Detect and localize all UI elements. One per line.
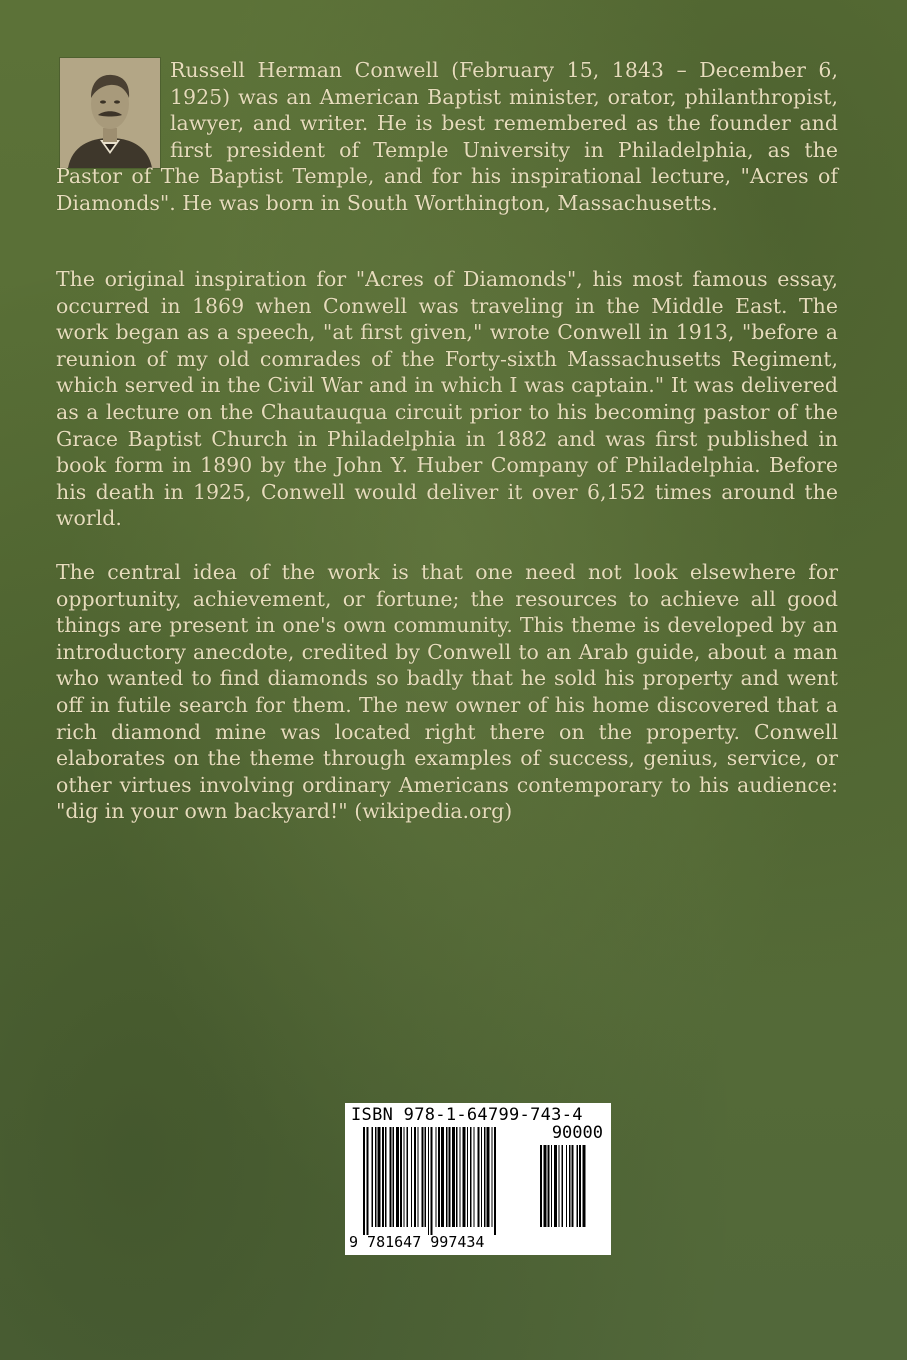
barcode-bar (492, 1127, 493, 1227)
barcode-bar (463, 1127, 466, 1227)
barcode-bar (484, 1127, 486, 1227)
barcode-bar (577, 1145, 579, 1227)
central-idea-paragraph (56, 559, 838, 825)
barcode-bar (478, 1127, 480, 1227)
barcode-bar (396, 1127, 399, 1227)
barcode-bar (425, 1127, 427, 1227)
barcode-bar (414, 1127, 416, 1227)
barcode-bar (441, 1127, 444, 1227)
barcode-bar (393, 1127, 395, 1227)
barcode-bar (418, 1127, 419, 1227)
barcode-bar (559, 1145, 560, 1227)
barcode-bar (569, 1145, 571, 1227)
barcode-bar (382, 1127, 384, 1227)
barcode-bar (404, 1127, 405, 1227)
barcode-bar (474, 1127, 475, 1227)
barcode-bar (436, 1127, 437, 1227)
barcode-bar (428, 1127, 429, 1235)
barcode-bar (544, 1145, 547, 1227)
barcode-bar (407, 1127, 409, 1227)
isbn-barcode (345, 1103, 611, 1255)
barcode-bar (422, 1127, 424, 1227)
barcode-bar (551, 1145, 552, 1227)
barcode-bar (572, 1145, 574, 1227)
barcode-bar (487, 1127, 490, 1227)
paragraph-text: Russell Herman Conwell (February 15, 1843 – December 6, 1925) was an American Baptist minister, orator, philanthropist, lawyer, and writer. He is best remembered as the founder and first president of Temple University in Philadelphia, as the Pastor of The Baptist Temple, and for his inspirational lecture, "Acres of Diamonds". He was born in South Worthington, Massachusetts. (56, 58, 838, 215)
barcode-bar (467, 1127, 468, 1227)
addon-bars (540, 1145, 602, 1235)
ean-bars (363, 1127, 535, 1235)
barcode-bar (452, 1127, 455, 1227)
barcode-bar (449, 1127, 451, 1227)
barcode-bar (438, 1127, 440, 1227)
isbn-label: ISBN 978-1-64799-743-4 (351, 1105, 583, 1125)
barcode-bar (431, 1127, 433, 1235)
barcode-bar (372, 1127, 374, 1227)
inspiration-paragraph (56, 266, 838, 532)
barcode-bar (540, 1145, 542, 1227)
barcode-bar (390, 1127, 392, 1227)
barcode-bar (494, 1127, 496, 1235)
barcode-bar (548, 1145, 550, 1227)
barcode-bar (385, 1127, 387, 1227)
barcode-bar (554, 1145, 557, 1227)
barcode-bar (460, 1127, 461, 1227)
barcode-bar (411, 1127, 412, 1227)
barcode-bar (378, 1127, 381, 1227)
barcode-bar (363, 1127, 365, 1235)
barcode-bar (562, 1145, 564, 1227)
barcode-bar (367, 1127, 369, 1235)
paragraph-text: The original inspiration for "Acres of Diamonds", his most famous essay, occurred in 1869 when Conwell was traveling in the Middle East. The work began as a speech, "at first given," wrote Conwell in 1913, "before a reunion of my old comrades of the Forty-sixth Massachusetts Regiment, which served in the Civil War and in which I was captain." It was delivered as a lecture on the Chautauqua circuit prior to his becoming pastor of the Grace Baptist Church in Philadelphia in 1882 and was first published in book form in 1890 by the John Y. Huber Company of Philadelphia. Before his death in 1925, Conwell would deliver it over 6,152 times around the world. (56, 267, 838, 531)
barcode-bar (446, 1127, 448, 1227)
barcode-bar (481, 1127, 482, 1227)
barcode-bar (456, 1127, 458, 1227)
author-bio-paragraph (56, 57, 838, 217)
price-code: 90000 (551, 1123, 603, 1143)
paragraph-text: The central idea of the work is that one need not look elsewhere for opportunity, achievement, or fortune; the resources to achieve all good things are present in one's own community. This theme is developed by an introductory anecdote, credited by Conwell to an Arab guide, about a man who wanted to find diamonds so badly that he sold his property and went off in futile search for them. The new owner of his home discovered that a rich diamond mine was located right there on the property. Conwell elaborates on the theme through examples of success, genius, service, or other virtues involving ordinary Americans contemporary to his audience: "dig in your own backyard!" (wikipedia.org) (56, 560, 838, 824)
ean-digits: 9 781647 997434 (349, 1233, 485, 1251)
barcode-bar (579, 1145, 581, 1227)
barcode-bar (470, 1127, 472, 1227)
barcode-bar (400, 1127, 402, 1227)
barcode-bar (583, 1145, 586, 1227)
barcode-bar (566, 1145, 567, 1227)
barcode-bar (375, 1127, 377, 1227)
